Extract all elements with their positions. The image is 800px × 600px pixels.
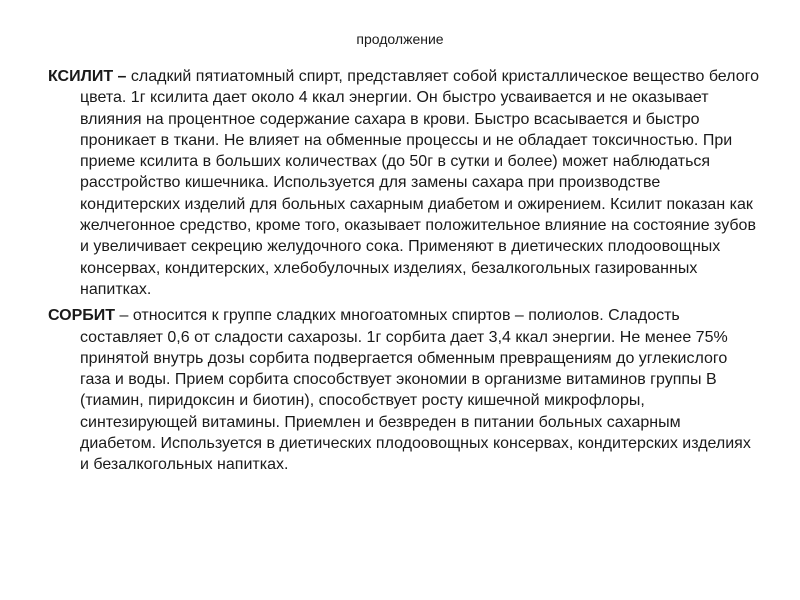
text-sorbitol: – относится к группе сладких многоатомных спиртов – полиолов. Сладость составляет 0,6 от сладости сахарозы. 1г сорбита дает 3,4 ккал энергии. Не менее 75% принятой внутрь дозы сорбита подвергается обменным превращениям до углекислого газа и воды. Прием сорбита способствует экономии в организме витаминов группы В (тиамин, пиридоксин и биотин), способствует росту кишечной микрофлоры, синтезирующей витамины. Приемлен и безвреден в питании больных сахарным диабетом. Используется в диетических плодоовощных консервах, кондитерских изделиях и безалкогольных напитках. [80,307,751,474]
slide-title: продолжение [356,31,444,47]
text-xylitol: сладкий пятиатомный спирт, представляет собой кристаллическое вещество белого цвета. 1г ксилита дает около 4 ккал энергии. Он быстро усваивается и не оказывает влияния на процентное содержание сахара в крови. Быстро всасывается и быстро проникает в ткани. Не влияет на обменные процессы и не обладает токсичностью. При приеме ксилита в больших количествах (до 50г в сутки и более) может наблюдаться расстройство кишечника. Используется для замены сахара при производстве кондитерских изделий для больных сахарным диабетом и ожирением. Ксилит показан как желчегонное средство, кроме того, оказывает положительное влияние на состояние зубов и увеличивает секрецию желудочного сока. Применяют в диетических плодоовощных консервах, кондитерских, хлебобулочных изделиях, безалкогольных газированных напитках. [80,68,759,298]
term-sorbitol: СОРБИТ [48,307,116,325]
slide-body [48,66,760,481]
paragraph-sorbitol [48,305,760,475]
term-xylitol: КСИЛИТ – [48,68,127,85]
paragraph-xylitol [48,66,760,300]
